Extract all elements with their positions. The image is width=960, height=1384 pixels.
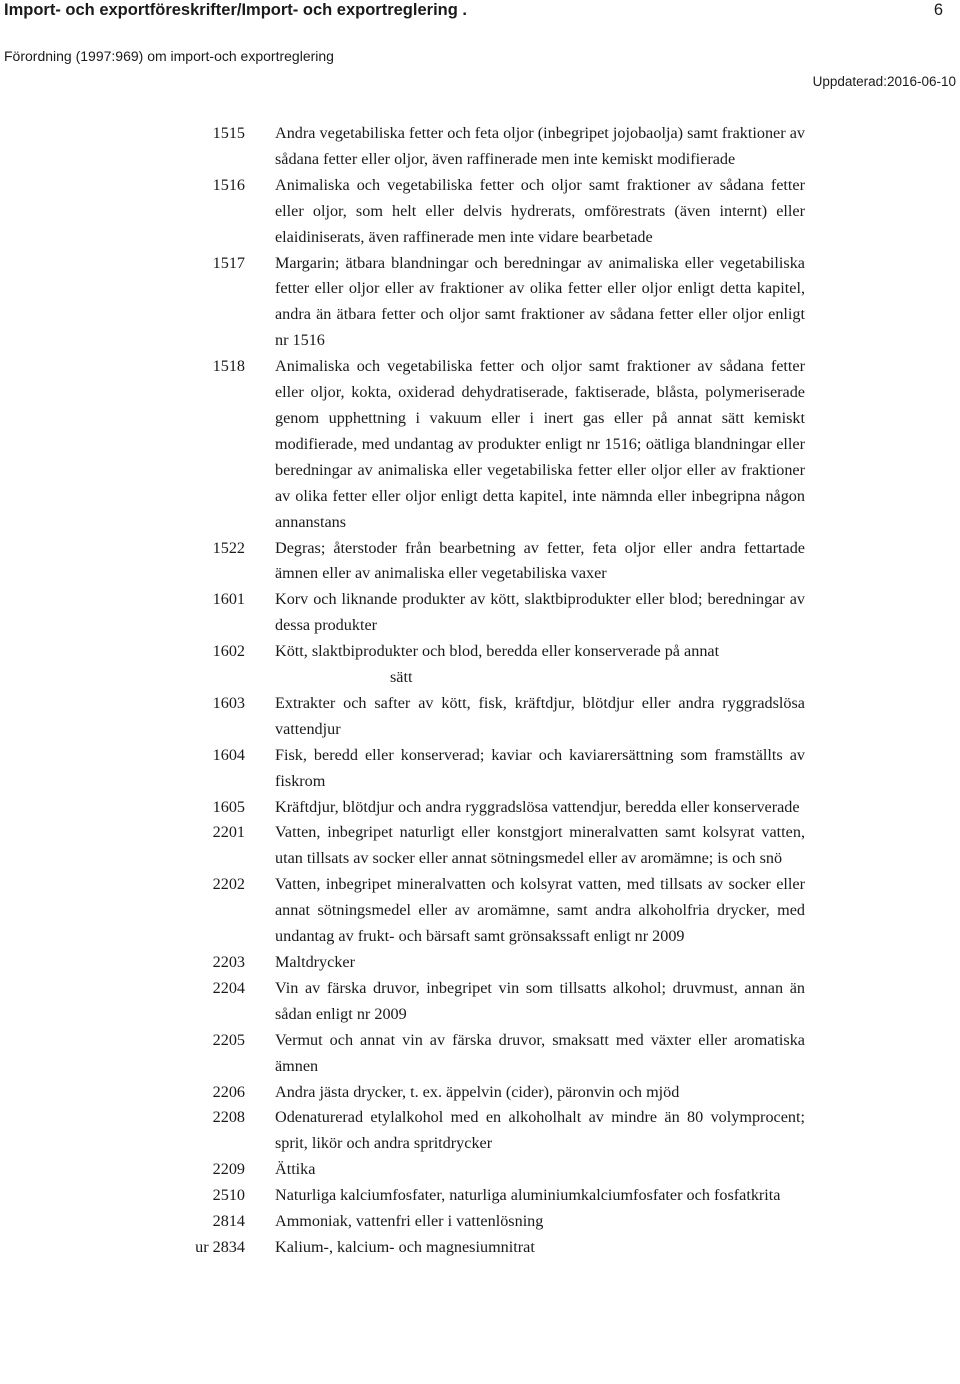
- list-item: [0, 354, 960, 535]
- tariff-code: 1516: [212, 175, 245, 194]
- list-item: [0, 795, 960, 821]
- tariff-code: 2201: [212, 823, 245, 842]
- tariff-description: [275, 173, 805, 251]
- tariff-code: 2510: [212, 1186, 245, 1205]
- tariff-code: ur 2834: [195, 1237, 245, 1256]
- tariff-code: 2814: [212, 1212, 245, 1231]
- tariff-code: 2205: [212, 1030, 245, 1049]
- tariff-code: 1604: [212, 745, 245, 764]
- tariff-description: [275, 536, 805, 588]
- list-item: [0, 743, 960, 795]
- list-item: [0, 1080, 960, 1106]
- tariff-description: [275, 691, 805, 743]
- tariff-description: [275, 1105, 805, 1157]
- tariff-code: 1601: [212, 590, 245, 609]
- tariff-code: 2203: [212, 953, 245, 971]
- description-text: Andra jästa drycker, t. ex. äppelvin (cider), päronvin och mjöd: [275, 1082, 680, 1101]
- list-item: [0, 173, 960, 251]
- description-text: Korv och liknande produkter av kött, slaktbiprodukter eller blod; beredningar av dessa produkter: [275, 590, 805, 635]
- list-item: [0, 976, 960, 1028]
- list-item: [0, 1105, 960, 1157]
- list-item: [0, 1235, 960, 1261]
- tariff-description: [275, 795, 805, 821]
- description-continuation: sätt: [390, 668, 413, 687]
- tariff-description: [275, 354, 805, 535]
- tariff-code: 2209: [212, 1160, 245, 1179]
- list-item: [0, 536, 960, 588]
- tariff-code: 1603: [212, 693, 245, 712]
- tariff-description: [275, 251, 805, 355]
- tariff-description: [275, 976, 805, 1028]
- tariff-description: [275, 1209, 805, 1235]
- document-subtitle: Förordning (1997:969) om import-och exportreglering: [4, 48, 334, 64]
- tariff-description: [275, 121, 805, 173]
- tariff-code: 2202: [212, 875, 245, 894]
- tariff-code-list: [0, 121, 960, 1261]
- tariff-description: [275, 743, 805, 795]
- list-item: [0, 1209, 960, 1235]
- description-text: Kalium-, kalcium- och magnesiumnitrat: [275, 1237, 535, 1256]
- description-text: Degras; återstoder från bearbetning av fetter, feta oljor eller andra fettartade ämnen eller av animaliska eller vegetabiliska vaxer: [275, 538, 805, 583]
- description-text: Andra vegetabiliska fetter och feta oljor (inbegripet jojobaolja) samt fraktioner av sådana fetter eller oljor, även raffinerade men inte kemiskt modifierade: [275, 124, 805, 168]
- tariff-description: [275, 950, 805, 976]
- updated-date: Uppdaterad:2016-06-10: [812, 74, 956, 89]
- description-text: Vin av färska druvor, inbegripet vin som tillsatts alkohol; druvmust, annan än sådan enligt nr 2009: [275, 978, 805, 1023]
- tariff-code: 2208: [212, 1108, 245, 1127]
- tariff-description: [275, 1080, 805, 1106]
- description-text: Vatten, inbegripet mineralvatten och kolsyrat vatten, med tillsats av socker eller annat sötningsmedel eller av aromämne, samt andra alkoholfria drycker, med undantag av frukt- och bärsaft samt grönsakssaft enligt nr 2009: [275, 875, 805, 946]
- list-item: [0, 691, 960, 743]
- description-text: Maltdrycker: [275, 953, 356, 971]
- list-item: [0, 950, 960, 976]
- tariff-description: [275, 587, 805, 639]
- tariff-code: 2204: [212, 978, 245, 997]
- page-number: 6: [933, 1, 943, 19]
- list-item: [0, 872, 960, 950]
- list-item: [0, 1157, 960, 1183]
- tariff-code: 1522: [212, 538, 245, 557]
- description-text: Kräftdjur, blötdjur och andra ryggradslösa vattendjur, beredda eller konserverade: [275, 797, 800, 816]
- description-text: Fisk, beredd eller konserverad; kaviar och kaviarersättning som framställts av fiskrom: [275, 745, 805, 790]
- tariff-code: 1605: [212, 797, 245, 816]
- description-text: Animaliska och vegetabiliska fetter och oljor samt fraktioner av sådana fetter eller oljor, som helt eller delvis hydrerats, omförestrats (även internt) eller elaidiniserats, även raffinerade men inte vidare bearbetade: [275, 175, 805, 246]
- tariff-code: 1515: [212, 124, 245, 142]
- description-text: Animaliska och vegetabiliska fetter och oljor samt fraktioner av sådana fetter eller oljor, kokta, oxiderad dehydratiserade, faktiserade, blåsta, polymeriserade genom upphettning i vakuum eller i inert gas eller på annat sätt kemiskt modifierade, med undantag av produkter enligt nr 1516; oätliga blandningar eller beredningar av animaliska eller vegetabiliska fetter eller oljor eller av fraktioner av olika fetter eller oljor enligt detta kapitel, inte nämnda eller inbegripna någon annanstans: [275, 357, 805, 531]
- list-item: [0, 1028, 960, 1080]
- list-item: [0, 820, 960, 872]
- list-item: [0, 121, 960, 173]
- description-text: Extrakter och safter av kött, fisk, kräftdjur, blötdjur eller andra ryggradslösa vattendjur: [275, 693, 805, 738]
- tariff-description: [275, 1157, 805, 1183]
- description-text: Ättika: [275, 1160, 316, 1179]
- list-item: [0, 587, 960, 639]
- tariff-code: 2206: [212, 1082, 245, 1101]
- tariff-code: 1602: [212, 642, 245, 661]
- tariff-description: [275, 1183, 805, 1209]
- tariff-description: [275, 1235, 805, 1261]
- description-text: Vermut och annat vin av färska druvor, smaksatt med växter eller aromatiska ämnen: [275, 1030, 805, 1075]
- description-text: Vatten, inbegripet naturligt eller konstgjort mineralvatten samt kolsyrat vatten, utan tillsats av socker eller annat sötningsmedel eller av aromämne; is och snö: [275, 823, 805, 868]
- description-text: Naturliga kalciumfosfater, naturliga aluminiumkalciumfosfater och fosfatkrita: [275, 1186, 781, 1205]
- list-item: [0, 1183, 960, 1209]
- tariff-code: 1518: [212, 357, 245, 376]
- description-text: Ammoniak, vattenfri eller i vattenlösning: [275, 1212, 544, 1231]
- tariff-code: 1517: [212, 253, 245, 272]
- list-item: [0, 251, 960, 355]
- tariff-description: [275, 639, 805, 691]
- list-item: [0, 639, 960, 691]
- tariff-description: [275, 872, 805, 950]
- description-text: Kött, slaktbiprodukter och blod, beredda eller konserverade på annat: [275, 642, 720, 661]
- description-text: Margarin; ätbara blandningar och beredningar av animaliska eller vegetabiliska fetter eller oljor eller av fraktioner av olika fetter eller oljor enligt detta kapitel, andra än ätbara fetter och oljor samt fraktioner av sådana fetter eller oljor enligt nr 1516: [275, 253, 805, 350]
- description-text: Odenaturerad etylalkohol med en alkoholhalt av mindre än 80 volymprocent; sprit, likör och andra spritdrycker: [275, 1108, 805, 1153]
- tariff-description: [275, 820, 805, 872]
- tariff-description: [275, 1028, 805, 1080]
- document-title: Import- och exportföreskrifter/Import- och exportreglering .: [4, 1, 467, 19]
